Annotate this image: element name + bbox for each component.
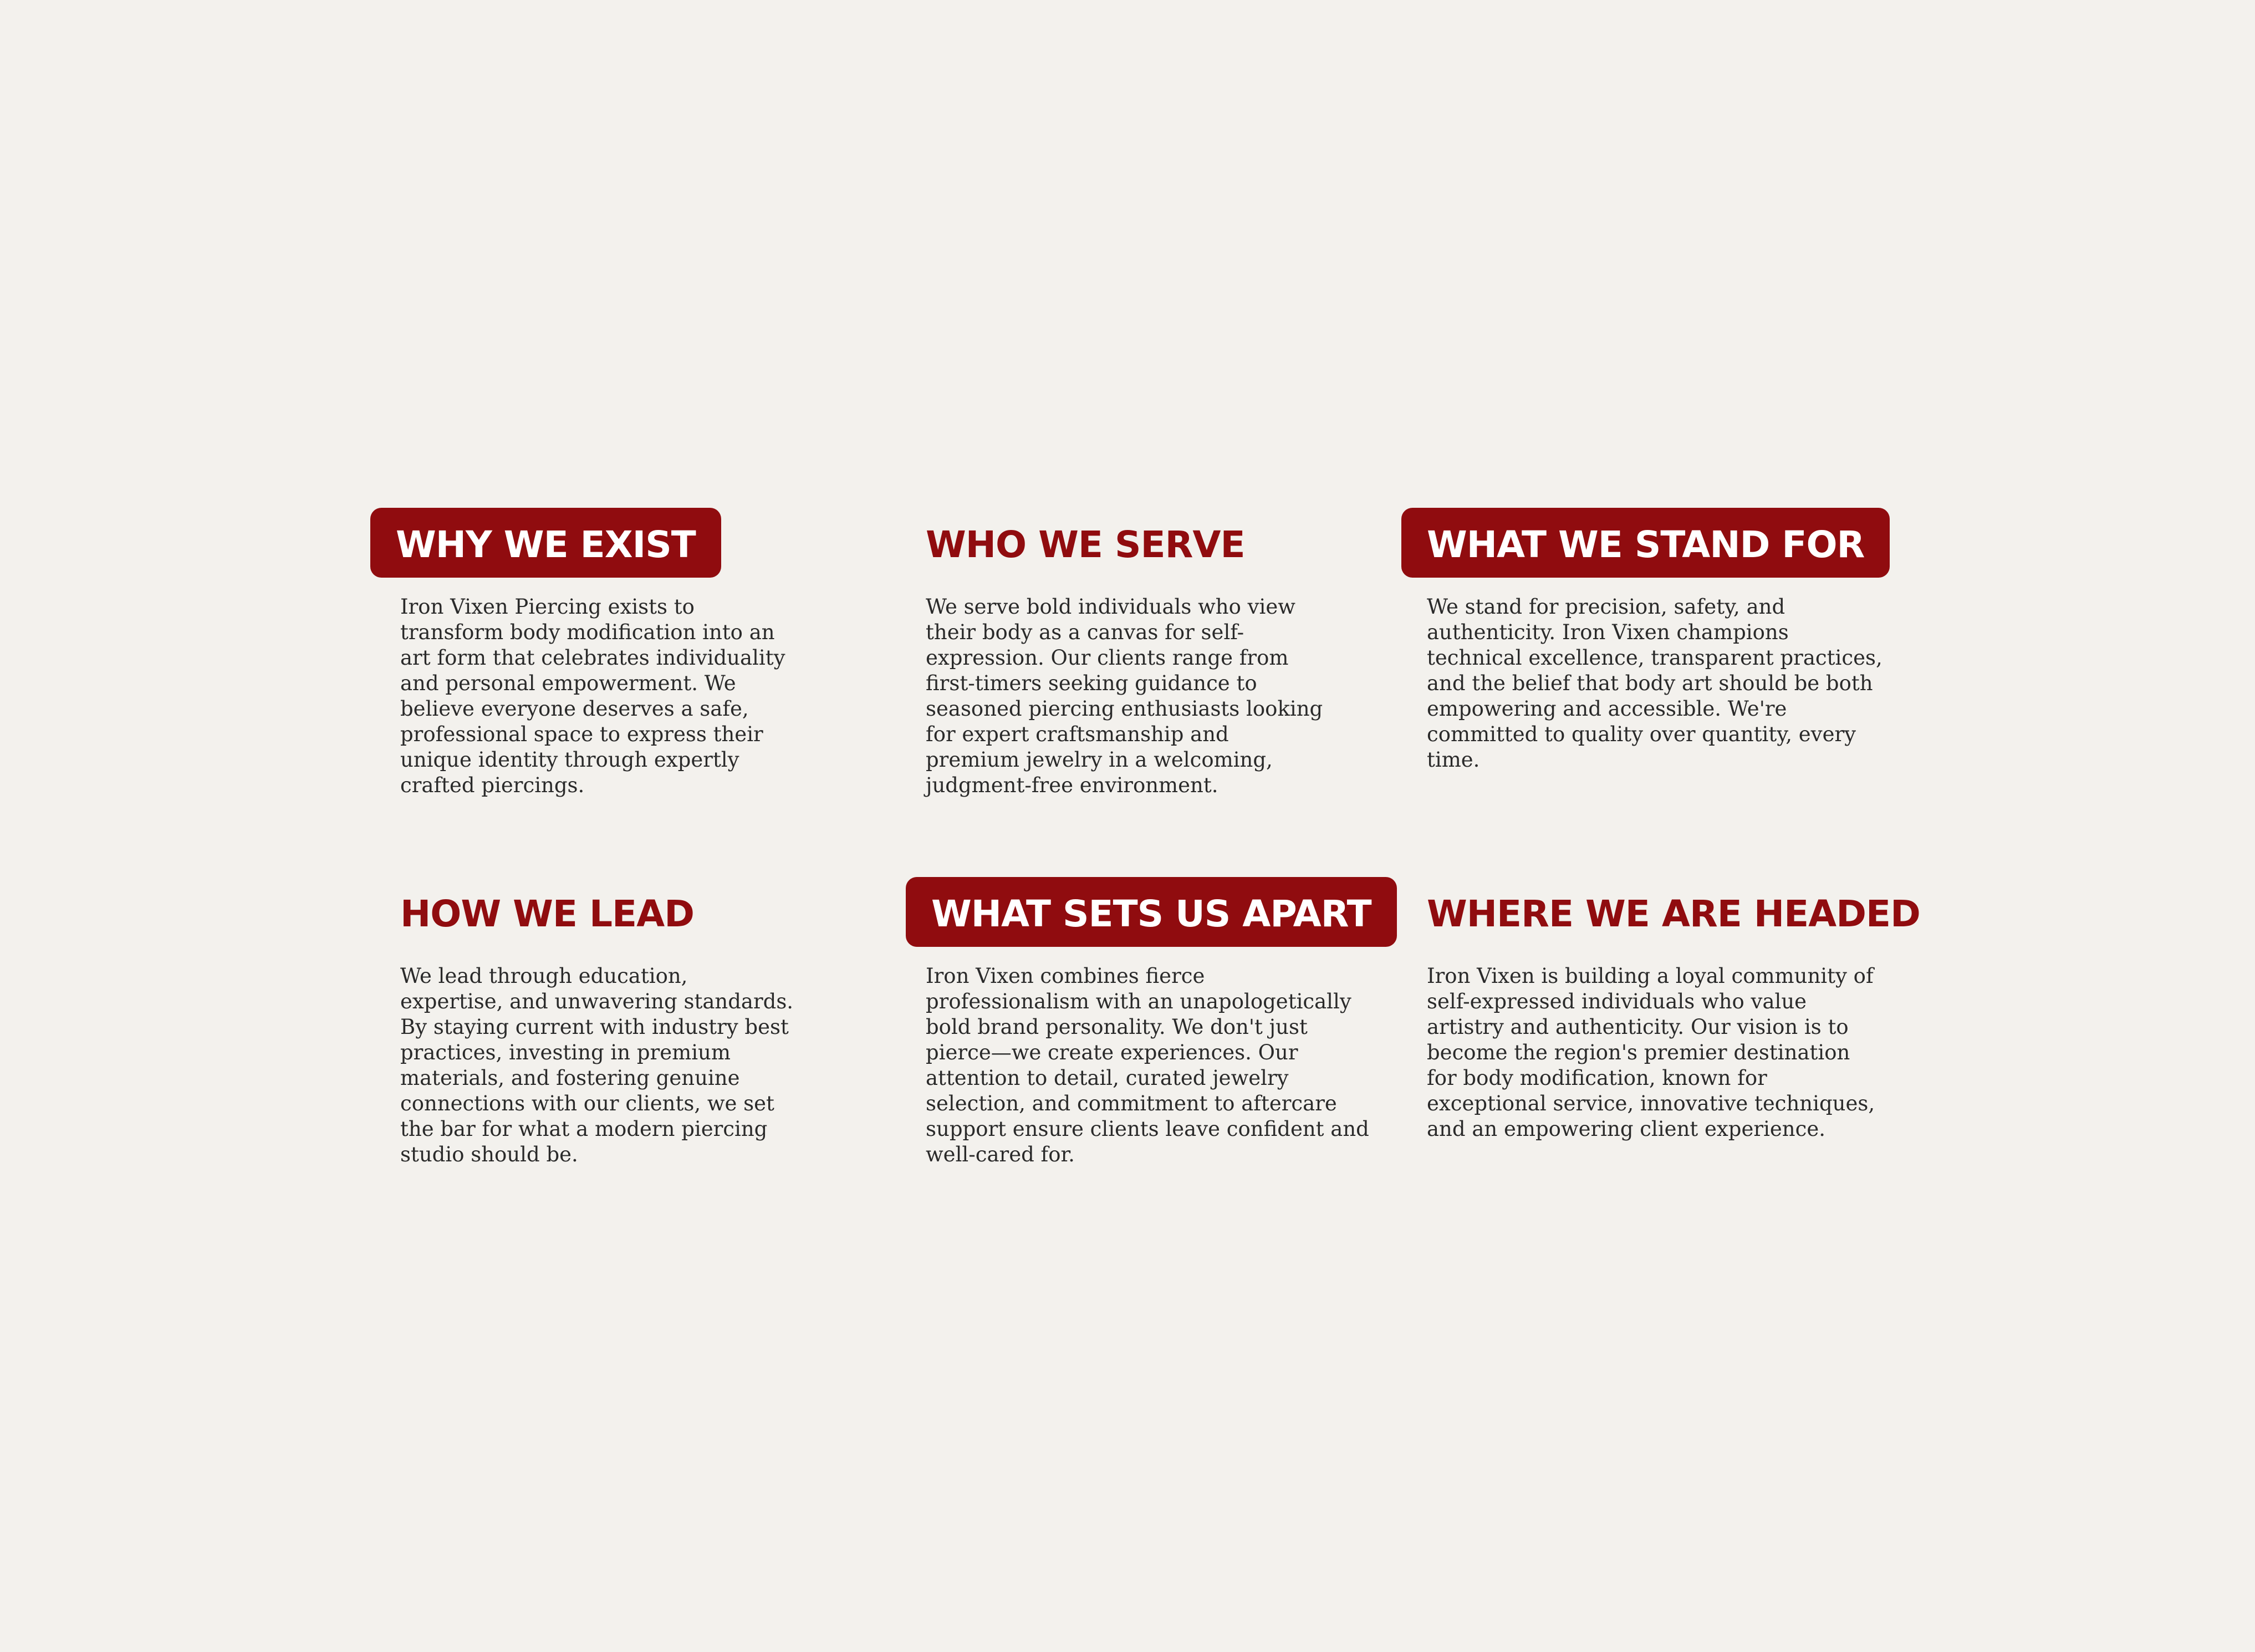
section-heading: HOW WE LEAD xyxy=(400,893,694,935)
section-body: We serve bold individuals who view their body as a canvas for self-expression. Our clients range from first-timers seeking guidance to seasoned piercing enthusiasts looking for expert craftsmanship and premium jewelry in a welcoming, judgment-free environment. xyxy=(926,595,1323,797)
section-where-we-are-headed xyxy=(1427,877,1920,1142)
section-what-sets-us-apart xyxy=(906,877,1371,1167)
section-body: We lead through education, expertise, and unwavering standards. By staying current with industry best practices, investing in premium materials, and fostering genuine connections with our clients, we set the bar for what a modern piercing studio should be. xyxy=(400,964,794,1166)
section-body: Iron Vixen is building a loyal community of self-expressed individuals who value artistry and authenticity. Our vision is to become the region's premier destination for body modification, known for exceptional service, innovative techniques, and an empowering client experience. xyxy=(1427,964,1875,1141)
section-why-we-exist xyxy=(370,508,792,798)
section-heading: WHY WE EXIST xyxy=(370,508,721,578)
section-body: We stand for precision, safety, and authenticity. Iron Vixen champions technical excellence, transparent practices, and the belief that body art should be both empowering and accessible. We're committed to quality over quantity, every time. xyxy=(1427,595,1882,772)
section-body: Iron Vixen combines fierce professionalism with an unapologetically bold brand personality. We don't just pierce—we create experiences. Our attention to detail, curated jewelry selection, and commitment to aftercare support ensure clients leave confident and well-cared for. xyxy=(926,964,1369,1166)
section-what-we-stand-for xyxy=(1401,508,1900,773)
section-heading: WHERE WE ARE HEADED xyxy=(1427,893,1920,935)
section-who-we-serve xyxy=(926,508,1347,798)
section-heading: WHO WE SERVE xyxy=(926,523,1245,566)
section-heading: WHAT SETS US APART xyxy=(906,877,1397,947)
section-heading: WHAT WE STAND FOR xyxy=(1401,508,1890,578)
section-how-we-lead xyxy=(400,877,810,1167)
section-body: Iron Vixen Piercing exists to transform body modification into an art form that celebrates individuality and personal empowerment. We believe everyone deserves a safe, professional space to express their unique identity through expertly crafted piercings. xyxy=(400,595,785,797)
